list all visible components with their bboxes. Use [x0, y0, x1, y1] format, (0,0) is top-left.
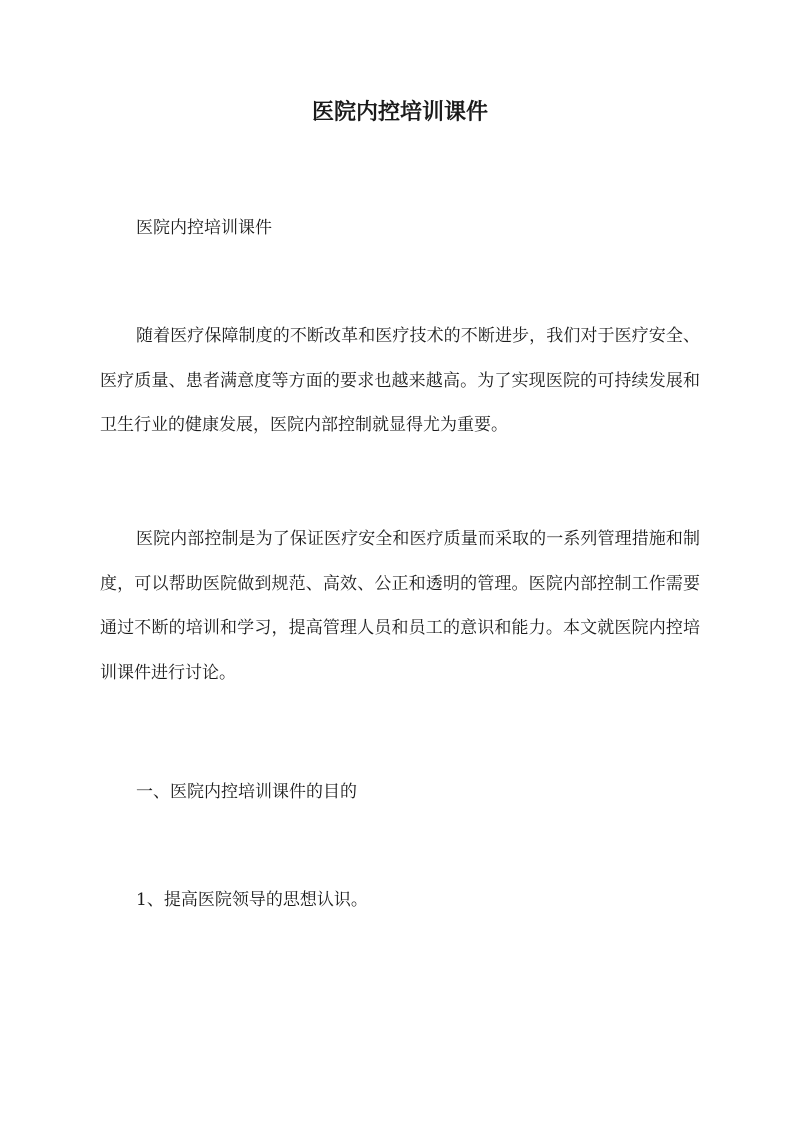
- paragraph-internal-control: 医院内部控制是为了保证医疗安全和医疗质量而采取的一系列管理措施和制度，可以帮助医院做到规范、高效、公正和透明的管理。医院内部控制工作需要通过不断的培训和学习，提高管理人员和员工的意识和能力。本文就医院内控培训课件进行讨论。: [100, 529, 700, 683]
- paragraph-intro: 随着医疗保障制度的不断改革和医疗技术的不断进步，我们对于医疗安全、医疗质量、患者满意度等方面的要求也越来越高。为了实现医院的可持续发展和卫生行业的健康发展，医院内部控制就显得尤为重要。: [100, 326, 700, 435]
- document-title: 医院内控培训课件: [311, 99, 488, 125]
- list-item-1: 1、提高医院领导的思想认识。: [136, 890, 368, 910]
- section-heading-purpose: 一、医院内控培训课件的目的: [136, 782, 357, 802]
- paragraph-subtitle: 医院内控培训课件: [136, 218, 272, 238]
